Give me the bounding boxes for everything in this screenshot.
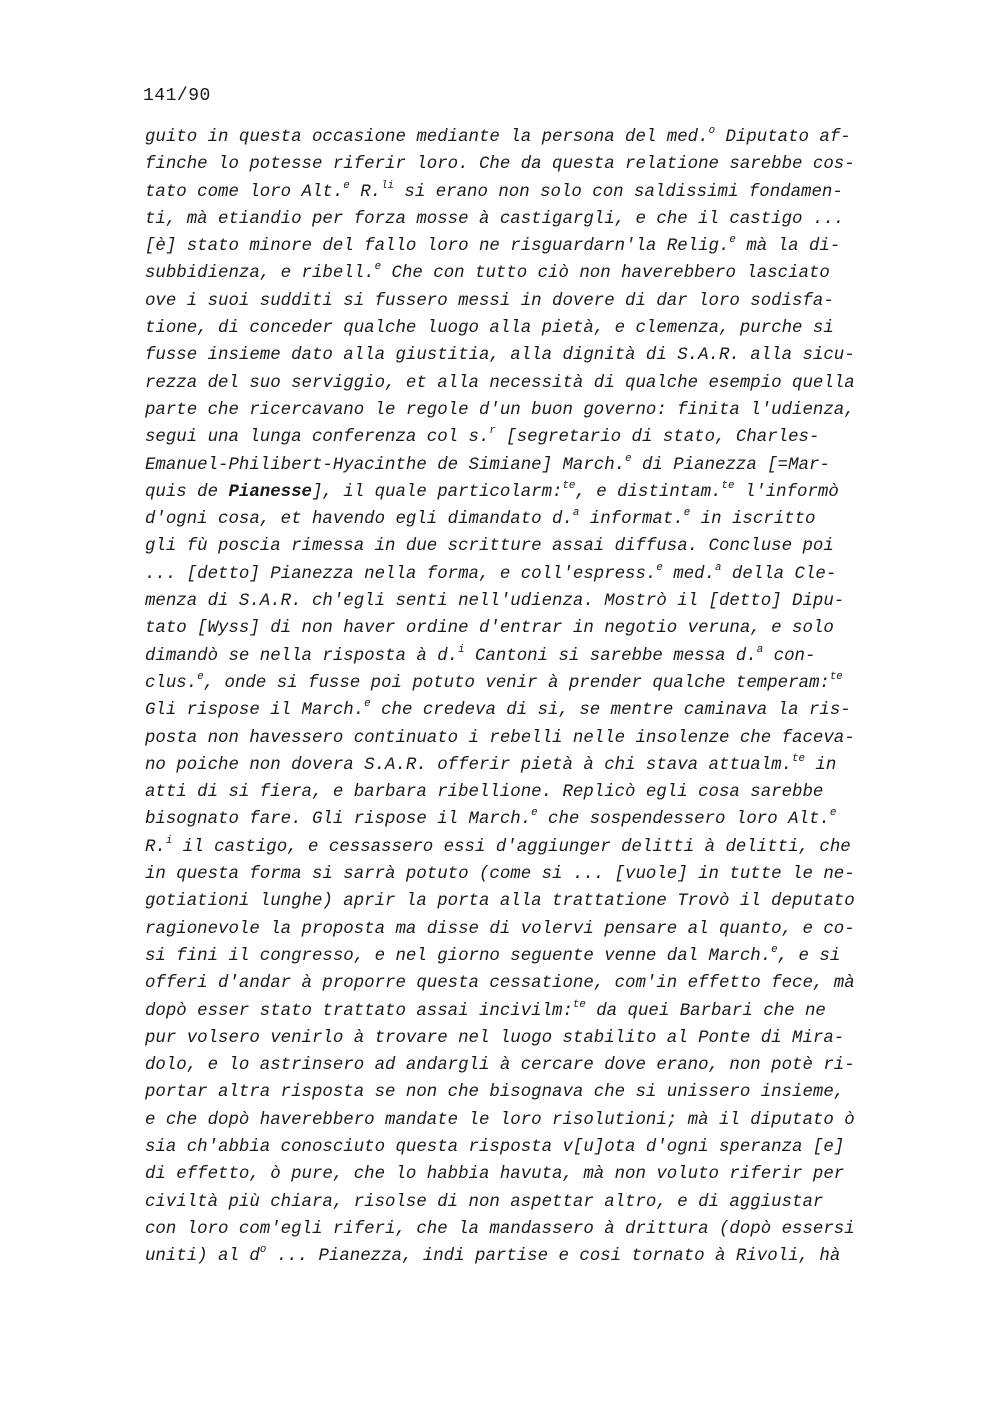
text-line [145, 888, 915, 915]
document-body [145, 124, 915, 1270]
superscript-abbreviation: o [708, 124, 716, 137]
text-line [145, 397, 915, 424]
text-line [145, 1107, 915, 1134]
text-run: ... [detto] Pianezza nella forma, e coll'espress. [145, 564, 657, 584]
text-run: dimandò se nella risposta à d. [145, 646, 459, 666]
text-run: si erano non solo con saldissimi fondamen- [394, 182, 843, 202]
text-run: med. [662, 564, 716, 584]
text-line [145, 179, 915, 206]
superscript-abbreviation: li [381, 179, 394, 192]
text-line [145, 670, 915, 697]
text-run: sia ch'abbia conosciuto questa risposta v[u]ota d'ogni speranza [e] [145, 1137, 845, 1157]
superscript-abbreviation: e [729, 234, 736, 247]
text-line [145, 233, 915, 260]
text-run: dopò esser stato trattato assai incivilm: [145, 1001, 573, 1021]
text-run: in iscritto [690, 510, 816, 530]
text-run: clus. [145, 673, 198, 693]
text-run: il castigo, e cessassero essi d'aggiunger delitti à delitti, che [172, 837, 851, 857]
text-run: , onde si fusse poi potuto venir à prender qualche temperam: [203, 673, 830, 693]
superscript-abbreviation: te [829, 670, 843, 683]
text-line [145, 943, 915, 970]
text-run: della Cle- [721, 564, 837, 584]
superscript-abbreviation: i [458, 643, 465, 656]
superscript-abbreviation: te [572, 998, 586, 1011]
text-run: fusse insieme dato alla giustitia, alla dignità di S.A.R. alla sicu- [145, 346, 855, 366]
text-line [145, 151, 915, 178]
text-line [145, 806, 915, 833]
superscript-abbreviation: te [721, 479, 735, 492]
text-run: quis de [145, 482, 229, 502]
text-run: atti di si fiera, e barbara ribellione. Replicò egli cosa sarebbe [145, 783, 824, 803]
text-line [145, 725, 915, 752]
text-line [145, 315, 915, 342]
text-run: pur volsero venirlo à trovare nel luogo stabilito al Ponte di Mira- [145, 1028, 845, 1048]
text-line [145, 752, 915, 779]
superscript-abbreviation: e [364, 698, 371, 711]
text-run: subbidienza, e ribell. [145, 264, 375, 284]
text-run: gotiationi lunghe) aprir la porta alla trattatione Trovò il deputato [145, 892, 855, 912]
text-run: si fini il congresso, e nel giorno seguente venne dal March. [145, 946, 772, 966]
text-run: bisognato fare. Gli rispose il March. [145, 810, 532, 830]
text-run: ], il quale particolarm: [312, 482, 563, 502]
text-run: portar altra risposta se non che bisognava che si unissero insieme, [145, 1083, 845, 1103]
text-run: rezza del suo serviggio, et alla necessità di qualche esempio quella [145, 373, 855, 393]
superscript-abbreviation: e [374, 261, 382, 274]
text-run: ... Pianezza, indi partise e cosi tornato à Rivoli, hà [266, 1247, 841, 1267]
superscript-abbreviation: a [756, 643, 764, 656]
text-line [145, 588, 915, 615]
text-line [145, 1243, 915, 1270]
text-line [145, 561, 915, 588]
text-run: R. [145, 837, 166, 857]
text-run: dolo, e lo astrinsero ad andargli à cercare dove erano, non potè ri- [145, 1056, 855, 1076]
text-line [145, 834, 915, 861]
text-run: parte che ricercavano le regole d'un buon governo: finita l'udienza, [145, 400, 855, 420]
text-run: in questa forma si sarrà potuto (come si ... [vuole] in tutte le ne- [145, 865, 855, 885]
superscript-abbreviation: e [771, 943, 778, 956]
text-line [145, 288, 915, 315]
text-line [145, 916, 915, 943]
text-run: tione, di conceder qualche luogo alla pietà, e clemenza, purche si [145, 319, 834, 339]
text-line [145, 1025, 915, 1052]
text-line [145, 643, 915, 670]
text-run: tato come loro Alt. [145, 182, 344, 202]
text-run: mà la di- [735, 237, 841, 257]
text-line [145, 506, 915, 533]
text-run: tato [Wyss] di non haver ordine d'entrar in negotio veruna, e solo [145, 619, 834, 639]
text-run: e che dopò haverebbero mandate le loro risolutioni; mà il diputato ò [145, 1110, 855, 1130]
text-run: l'informò [734, 482, 839, 502]
text-run: posta non havessero continuato i rebelli nelle insolenze che faceva- [145, 728, 855, 748]
text-run: informat. [579, 510, 684, 530]
text-run: menza di S.A.R. ch'egli senti nell'udienza. Mostrò il [detto] Dipu- [145, 592, 845, 612]
superscript-abbreviation: e [197, 670, 204, 683]
superscript-abbreviation: o [259, 1244, 267, 1257]
text-run: guito in questa occasione mediante la persona del med. [145, 128, 709, 147]
text-run: R. [349, 182, 382, 202]
text-run: Cantoni si sarebbe messa d. [464, 646, 757, 666]
text-line [145, 1052, 915, 1079]
text-line [145, 124, 915, 151]
text-line [145, 970, 915, 997]
text-line [145, 861, 915, 888]
text-line [145, 370, 915, 397]
text-run: Gli rispose il March. [145, 701, 365, 721]
text-run: civiltà più chiara, risolse di non aspettar altro, e di aggiustar [145, 1192, 824, 1212]
bold-name: Pianesse [228, 482, 312, 502]
text-run: d'ogni cosa, et havendo egli dimandato d. [145, 510, 573, 530]
text-run: no poiche non dovera S.A.R. offerir pietà à chi stava attualm. [145, 755, 793, 775]
text-run: uniti) al d [145, 1247, 260, 1267]
superscript-abbreviation: e [656, 561, 663, 574]
superscript-abbreviation: e [531, 807, 538, 820]
text-run: di Pianezza [=Mar- [631, 455, 830, 475]
text-line [145, 479, 915, 506]
text-line [145, 342, 915, 369]
superscript-abbreviation: a [715, 561, 722, 574]
text-run: ove i suoi sudditi si fussero messi in dovere di dar loro sodisfa- [145, 291, 834, 311]
text-run: che sospendessero loro Alt. [537, 810, 830, 830]
text-line [145, 260, 915, 287]
text-run: offeri d'andar à proporre questa cessatione, com'in effetto fece, mà [145, 974, 855, 994]
superscript-abbreviation: te [562, 479, 576, 492]
text-run: con- [763, 646, 816, 666]
text-line [145, 1079, 915, 1106]
text-line [145, 1189, 915, 1216]
superscript-abbreviation: e [683, 507, 691, 520]
text-run: Emanuel-Philibert-Hyacinthe de Simiane] March. [145, 455, 626, 475]
superscript-abbreviation: i [165, 834, 173, 847]
text-line [145, 1161, 915, 1188]
superscript-abbreviation: e [625, 452, 632, 465]
superscript-abbreviation: e [829, 807, 837, 820]
text-line [145, 779, 915, 806]
superscript-abbreviation: a [572, 507, 580, 520]
text-line [145, 697, 915, 724]
text-run: ti, mà etiandio per forza mosse à castigargli, e che il castigo ... [145, 209, 845, 229]
text-run: finche lo potesse riferir loro. Che da questa relatione sarebbe cos- [145, 155, 855, 175]
text-run: da quei Barbari che ne [585, 1001, 826, 1021]
text-run: Che con tutto ciò non haverebbero lasciato [381, 264, 830, 284]
superscript-abbreviation: te [792, 752, 805, 765]
text-run: con loro com'egli riferi, che la mandassero à drittura (dopò essersi [145, 1219, 855, 1239]
text-line [145, 206, 915, 233]
text-run: di effetto, ò pure, che lo habbia havuta, mà non voluto riferir per [145, 1165, 845, 1185]
text-line [145, 1134, 915, 1161]
text-line [145, 424, 915, 451]
text-run: [segretario di stato, Charles- [495, 428, 820, 448]
superscript-abbreviation: e [343, 179, 350, 192]
text-line [145, 998, 915, 1025]
text-run: segui una lunga conferenza col s. [145, 428, 490, 448]
text-run: , e si [777, 946, 841, 966]
text-line [145, 615, 915, 642]
page-number: 141/90 [143, 86, 211, 106]
superscript-abbreviation: r [489, 425, 496, 438]
text-run: ragionevole la proposta ma disse di volervi pensare al quanto, e co- [145, 919, 855, 939]
text-run: gli fù poscia rimessa in due scritture assai diffusa. Concluse poi [145, 537, 834, 557]
text-run: , e distintam. [575, 482, 722, 502]
text-run: che credeva di si, se mentre caminava la ris- [370, 701, 851, 721]
text-line [145, 533, 915, 560]
text-line [145, 1216, 915, 1243]
text-run: in [804, 755, 837, 775]
text-line [145, 452, 915, 479]
text-run: Diputato af- [715, 128, 851, 147]
text-run: [è] stato minore del fallo loro ne risguardarn'la Relig. [145, 237, 730, 257]
